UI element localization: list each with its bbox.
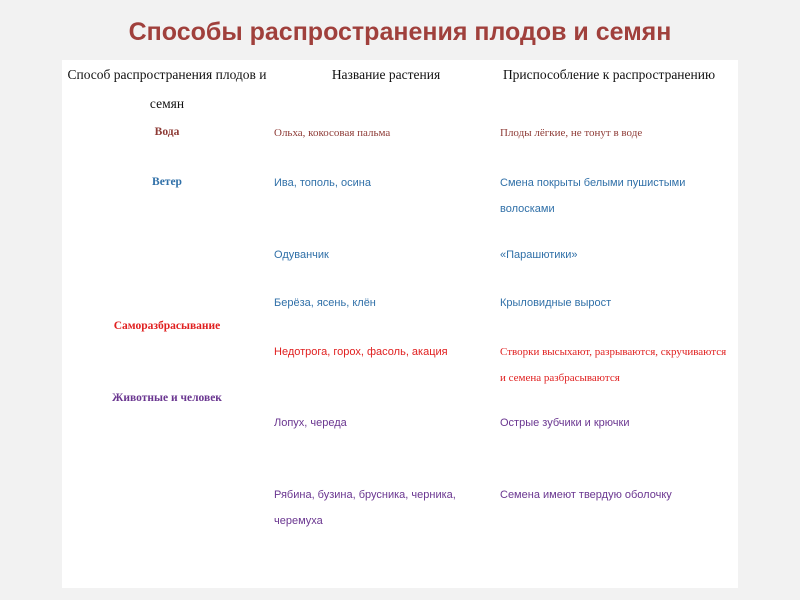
- header-adaptation: Приспособление к распространению: [502, 67, 716, 82]
- adaptation-cell: Семена имеют твердую оболочку: [500, 489, 672, 501]
- adaptation-cell: Крыловидные вырост: [500, 297, 612, 309]
- plant-cell: Ива, тополь, осина: [274, 177, 371, 189]
- adaptation-cell: Створки высыхают, разрываются, скручиваются и семена разбрасываются: [500, 346, 727, 384]
- method-self: Саморазбрасывание: [113, 320, 221, 332]
- header-method: Способ распространения плодов и семян: [67, 67, 267, 111]
- method-wind: Ветер: [152, 176, 182, 188]
- method-animals: Животные и человек: [112, 392, 222, 404]
- plant-cell: Недотрога, горох, фасоль, акация: [274, 346, 448, 358]
- slide-title: Способы распространения плодов и семян: [128, 18, 672, 46]
- plant-cell: Берёза, ясень, клён: [274, 297, 376, 309]
- plant-cell: Ольха, кокосовая пальма: [274, 127, 391, 139]
- plant-cell: Рябина, бузина, брусника, черника, черемуха: [274, 489, 456, 527]
- table: [62, 60, 738, 588]
- adaptation-cell: Острые зубчики и крючки: [500, 417, 630, 429]
- adaptation-cell: «Парашютики»: [500, 249, 578, 261]
- adaptation-cell: Смена покрыты белыми пушистыми волосками: [500, 177, 686, 215]
- plant-cell: Одуванчик: [274, 249, 329, 261]
- method-water: Вода: [154, 126, 180, 138]
- header-plant: Название растения: [331, 67, 441, 82]
- adaptation-cell: Плоды лёгкие, не тонут в воде: [500, 127, 643, 139]
- plant-cell: Лопух, череда: [274, 417, 347, 429]
